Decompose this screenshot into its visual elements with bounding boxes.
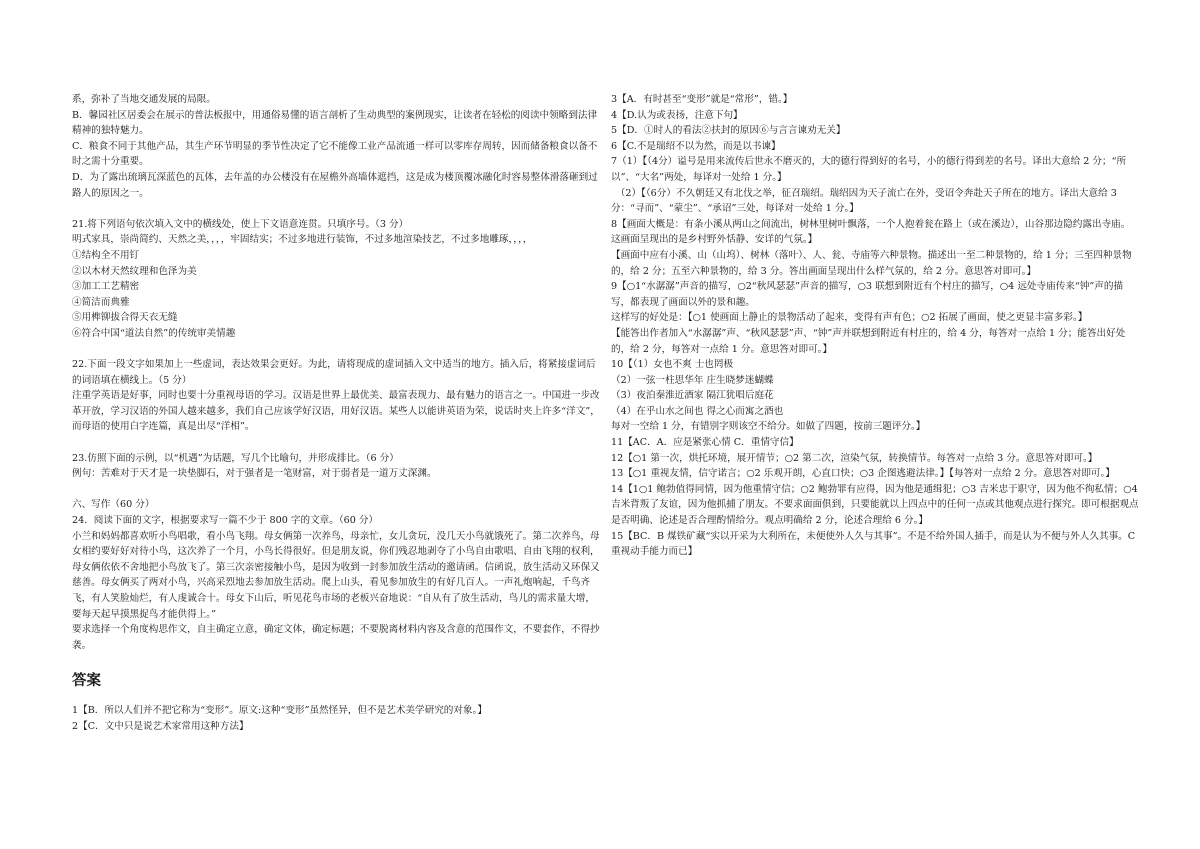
option-d: D．为了露出琉璃瓦深蓝色的瓦体，去年盖的办公楼没有在屋檐外高墙体遮挡，这是成为楼顶覆冰融化时容易整体滑落砸到过路人的原因之一。 — [72, 171, 598, 199]
answer-3: 3【A．有时甚至“变形”就是“常形”，错。】 — [611, 94, 793, 105]
q22-prompt: 22.下面一段文字如果加上一些虚词，表达效果会更好。为此，请将现成的虚词插入文中适当的地方。插入后，将紧接虚词后的词语填在横线上。（5 分） — [72, 359, 596, 386]
answer-13: 13【○1 重视友情，信守诺言；○2 乐观开朗，心直口快；○3 企图逃避法律。】【每答对一点给 2 分。意思答对即可。】 — [611, 468, 1115, 480]
q21-option-1: ①结构全不用钉 — [72, 249, 140, 261]
q21-option-2: ②以木材天然纹理和色泽为美 — [72, 265, 197, 277]
answer-11: 11【AC．A．应是紧张心情 C．重情守信】 — [611, 437, 799, 449]
option-b: B．馨园社区居委会在展示的普法板报中，用通俗易懂的语言剖析了生动典型的案例现实，让读者在轻松的阅读中领略到法律精神的独特魅力。 — [72, 109, 598, 137]
q21-option-3: ③加工工艺精密 — [72, 281, 140, 293]
left-column — [72, 92, 600, 735]
writing-heading: 六、写作（60 分） — [72, 499, 155, 511]
answer-10: 10【（1）女也不爽 士也罔极 （2）一弦一柱思华年 庄生晓梦迷蝴蝶 （3）夜泊秦淮近酒家 隔江犹唱后庭花 （4）在乎山水之间也 得之心而寓之酒也 每对一空给 1 分，有错别字则该空不给分。如做了四题，按前三题评分。】 — [611, 359, 926, 433]
answer-12: 12【○1 第一次，烘托环境，展开情节；○2 第二次，渲染气氛，转换情节。每答对一点给 3 分。意思答对即可。】 — [611, 452, 1098, 464]
writing-material: 小兰和妈妈都喜欢听小鸟唱歌，看小鸟飞翔。母女俩第一次养鸟，母亲忙，女儿贪玩，没几天小鸟就饿死了。第二次养鸟，母女相约要好好对待小鸟，这次养了一个月，小鸟长得很好。但是朋友说，你们残忍地剥夺了小鸟自由歌唱、自由飞翔的权利，母女俩依依不舍地把小鸟放飞了。第三次亲密接触小鸟，是因为收到一封参加放生活动的邀请函。信函说，放生活动又环保又慈善。母女俩买了两对小鸟，兴高采烈地去参加放生活动。爬上山头，看见参加放生的有好几百人。一声礼炮响起，千鸟齐飞，有人笑脸灿烂，有人虔诚合十。母女下山后，听见花鸟市场的老板兴奋地说：“自从有了放生活动，鸟儿的需求量大增，要每天起早摸黑捉鸟才能供得上。” — [72, 530, 600, 620]
answer-7: 7（1）【（4分）谥号是用来流传后世永不磨灭的，大的德行得到好的名号，小的德行得到差的名号。译出大意给 2 分；“所以”、“大名”两处，每译对一处给 1 分。】 （2）【（6分）不久朝廷又有北伐之举，征召瑞绍。瑞绍因为天子流亡在外，受诏令奔赴天子所在的地方。译出大意给 3 分：“寻而”、“蒙尘”、“承诏”三处，每译对一处给 1 分。】 — [611, 156, 1127, 215]
answer-8: 8【画面大概是：有条小溪从两山之间流出，树林里树叶飘落，一个人抱着瓮在路上（或在溪边），山谷那边隐约露出寺庙。这画面呈现出的是乡村野外恬静、安详的气氛。】 【画面中应有小溪、山（山坞）、树林（落叶）、人、瓮、寺庙等六种景物。描述出一至二种景物的，给 1 分；三至四种景物的，给 2 分；五至六种景物的，给 3 分。答出画面呈现出什么样气氛的，给 2 分。意思答对即可。】 — [611, 218, 1132, 277]
answer-6: 6【C.不是瑞绍不以为然，而是以书谏】 — [611, 140, 781, 152]
answer-4: 4【D.认为或表扬，注意下句】 — [611, 109, 743, 121]
q21-text: 明式家具，崇尚简约、天然之美，，，，牢固结实；不过多地进行装饰，不过多地渲染技艺，不过多地雕琢，，，， — [72, 234, 533, 246]
answer-2: 2【C．文中只是说艺术家常用这种方法】 — [72, 720, 249, 732]
q21-option-6: ⑥符合中国“道法自然”的传统审美情趣 — [72, 327, 236, 339]
q21-prompt: 21.将下列语句依次填入文中的横线处，使上下文语意连贯。只填序号。（3 分） — [72, 218, 409, 230]
right-column — [611, 92, 1139, 560]
answer-9: 9【○1“水潺潺”声音的描写，○2“秋风瑟瑟”声音的描写，○3 联想到附近有个村庄的描写，○4 远处寺庙传来“钟”声的描写，都表现了画面以外的景和趣。 这样写的好处是：【○1 使画面上静止的景物活动了起来，变得有声有色；○2 拓展了画面，使之更显丰富多彩。】 【能答出作者加入“水潺潺”声、“秋风瑟瑟”声、“钟”声并联想到附近有村庄的，给 4 分，每答对一点给 1 分；能答出好处的，给 2 分，每答对一点给 1 分。意思答对即可。】 — [611, 281, 1126, 355]
q21-option-4: ④简洁而典雅 — [72, 296, 130, 308]
answers-title: 答案 — [72, 673, 101, 690]
intro-line-1: 系，弥补了当地交通发展的局限。 — [72, 94, 216, 105]
option-c: C．粮食不同于其他产品，其生产环节明显的季节性决定了它不能像工业产品流通一样可以零库存周转，因而储备粮食以备不时之需十分重要。 — [72, 140, 598, 168]
answer-5: 5【D．①时人的看法②扶封的原因⑥与言言谏劝无关】 — [611, 125, 846, 137]
answer-14: 14【1○1 鲍勃值得同情，因为他重情守信；○2 鲍勃罪有应得，因为他是通缉犯；○3 吉米忠于职守，因为他不徇私情；○4 吉米背叛了友谊，因为他抓捕了朋友。不要求面面俱到，只要能就以上四点中的任何一点或其他观点进行探究。即可根据观点是否明确、论述是否合理酌情给分。观点明确给 2 分，论述合理给 6 分。】 — [611, 483, 1139, 527]
q23-example: 例句：苦难对于天才是一块垫脚石，对于强者是一笔财富，对于弱者是一道万丈深渊。 — [72, 468, 437, 480]
writing-requirement: 要求选择一个角度构思作文，自主确定立意，确定文体，确定标题；不要脱离材料内容及含意的范围作文，不要套作，不得抄袭。 — [72, 624, 600, 651]
q21-option-5: ⑤用榫铆拔合得天衣无缝 — [72, 312, 178, 324]
q22-text: 注重学英语是好事，同时也要十分重视母语的学习。汉语是世界上最优美、最富表现力、最有魅力的语言之一。中国进一步改革开放，学习汉语的外国人越来越多，我们自己应该学好汉语，用好汉语。某些人以能讲英语为荣，说话时夹上许多“洋文”，而母语的使用白字连篇，真是出尽“洋相”。 — [72, 390, 600, 433]
q23-prompt: 23.仿照下面的示例，以“机遇”为话题，写几个比喻句，并形成排比。（6 分） — [72, 452, 399, 464]
answer-15: 15【BC．B 煤铁矿藏“实以开采为大利所在，未便使外人久与其事”。不是不给外国人插手，而是认为不便与外人久其事。C 重视动手能力而已】 — [611, 530, 1136, 558]
writing-prompt: 24．阅读下面的文字，根据要求写一篇不少于 800 字的文章。（60 分） — [72, 515, 379, 527]
answer-1: 1【B．所以人们并不把它称为“变形”。原文:这种“变形”虽然怪异，但不是艺术美学研究的对象。】 — [72, 705, 487, 717]
